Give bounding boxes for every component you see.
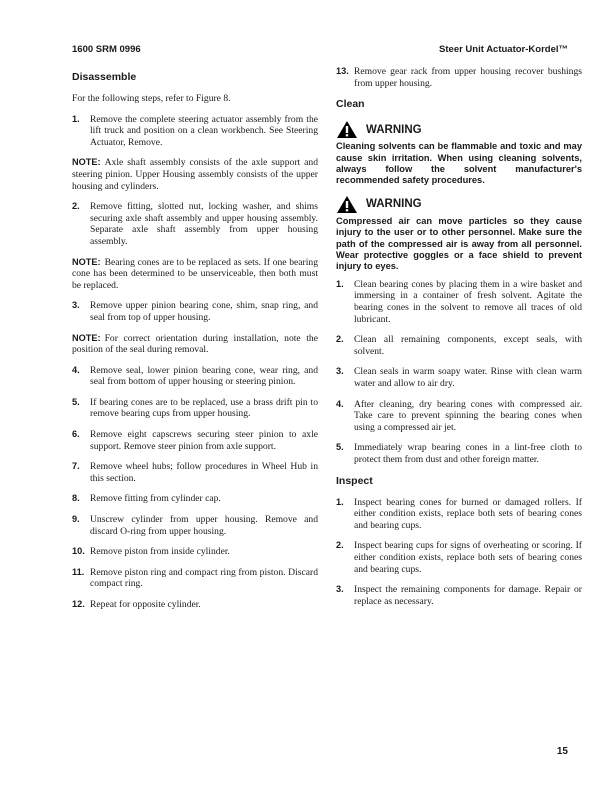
left-column	[72, 66, 318, 620]
step-number: 11.	[72, 566, 85, 577]
step-number: 2.	[72, 201, 80, 212]
step-number: 13.	[336, 66, 349, 76]
step-text: Remove wheel hubs; follow procedures in Wheel Hub in this section.	[90, 461, 318, 484]
step-number: 10.	[72, 546, 85, 557]
step-number: 6.	[72, 429, 80, 440]
disassemble-intro: For the following steps, refer to Figure 8.	[72, 93, 231, 104]
step-text: If bearing cones are to be replaced, use a brass drift pin to remove bearing cups from upper housing.	[90, 396, 318, 420]
note-label: NOTE:	[72, 332, 101, 343]
disassemble-step	[72, 429, 318, 452]
header-doc-number: 1600 SRM 0996	[72, 44, 141, 55]
step-text: Inspect the remaining components for damage. Repair or replace as necessary.	[354, 584, 582, 607]
step-number: 12.	[72, 599, 85, 609]
disassemble-step	[336, 66, 582, 89]
step-number: 1.	[336, 496, 344, 507]
note-text: Bearing cones are to be replaced as sets. If one bearing cone has been determined to be unserviceable, then both must be replaced.	[72, 256, 318, 291]
disassemble-step	[72, 546, 318, 558]
note-label: NOTE:	[72, 157, 101, 168]
disassemble-step	[72, 493, 318, 505]
warning-title: WARNING	[366, 198, 422, 211]
disassemble-step	[72, 365, 318, 388]
step-number: 3.	[72, 300, 80, 311]
step-text: Repeat for opposite cylinder.	[90, 599, 201, 610]
warning-text: Compressed air can move particles so they cause injury to the user or to other personnel. Make sure the path of the compressed air is away from all personnel. Wear protective goggles or a face shield to prevent injury to eyes.	[336, 215, 582, 272]
step-number: 1.	[72, 113, 80, 124]
step-text: Remove fitting from cylinder cap.	[90, 493, 221, 505]
step-text: Remove piston ring and compact ring from piston. Discard compact ring.	[90, 566, 318, 590]
step-number: 3.	[336, 366, 344, 377]
step-number: 4.	[336, 398, 344, 409]
step-number: 2.	[336, 540, 344, 551]
step-number: 2.	[336, 334, 344, 345]
header-section-title: Steer Unit Actuator-Kordel™	[439, 44, 568, 55]
step-text: Remove upper pinion bearing cone, shim, snap ring, and seal from top of upper housing.	[90, 300, 318, 323]
step-text: Immediately wrap bearing cones in a lint-free cloth to protect them from dust and other foreign matter.	[354, 442, 582, 465]
clean-step	[336, 442, 582, 465]
clean-heading: Clean	[336, 98, 365, 111]
step-number: 5.	[336, 442, 344, 453]
inspect-heading: Inspect	[336, 474, 373, 487]
clean-step	[336, 334, 582, 357]
step-text: Inspect bearing cups for signs of overheating or scoring. If either condition exists, replace both sets of bearing cones and bearing cups.	[354, 540, 582, 575]
step-text: Unscrew cylinder from upper housing. Remove and discard O-ring from upper housing.	[90, 514, 318, 537]
step-text: After cleaning, dry bearing cones with compressed air. Take care to prevent spinning the bearing cones when using a compressed air jet.	[354, 398, 582, 433]
disassemble-step	[72, 599, 318, 611]
step-text: Remove seal, lower pinion bearing cone, wear ring, and seal from bottom of upper housing or steering pinion.	[90, 364, 318, 388]
right-column	[336, 66, 582, 616]
step-text: Remove gear rack from upper housing recover bushings from upper housing.	[354, 66, 582, 89]
step-text: Remove piston from inside cylinder.	[90, 546, 230, 558]
step-number: 3.	[336, 584, 344, 595]
clean-step	[336, 279, 582, 325]
note	[72, 333, 318, 356]
disassemble-step	[72, 397, 318, 420]
inspect-step	[336, 584, 582, 607]
disassemble-step	[72, 567, 318, 590]
step-text: Remove the complete steering actuator assembly from the lift truck and position on a clean workbench. See Steering Actuator, Remove.	[90, 113, 318, 148]
inspect-step	[336, 540, 582, 575]
warning-triangle-icon	[336, 120, 358, 139]
clean-step	[336, 366, 582, 389]
disassemble-heading: Disassemble	[72, 71, 137, 83]
step-text: Remove eight capscrews securing steer pinion to axle support. Remove steer pinion from axle support.	[90, 429, 318, 452]
step-number: 8.	[72, 493, 80, 504]
note	[72, 257, 318, 292]
note-text: Axle shaft assembly consists of the axle support and steering pinion. Upper Housing assembly consists of the upper housing and cylinders.	[72, 157, 318, 192]
inspect-step	[336, 497, 582, 532]
note-text: For correct orientation during installation, note the position of the seal during removal.	[72, 332, 318, 356]
note-label: NOTE:	[72, 256, 101, 267]
disassemble-step	[72, 514, 318, 537]
step-text: Clean seals in warm soapy water. Rinse with clean warm water and allow to air dry.	[354, 366, 582, 389]
step-text: Inspect bearing cones for burned or damaged rollers. If either condition exists, replace both sets of bearing cones and bearing cups.	[354, 496, 582, 531]
clean-step	[336, 399, 582, 434]
warning-header	[336, 120, 582, 139]
step-number: 5.	[72, 396, 80, 407]
page-number: 15	[556, 746, 568, 757]
note	[72, 157, 318, 192]
disassemble-step	[72, 300, 318, 323]
warning-text: Cleaning solvents can be flammable and toxic and may cause skin irritation. When using cleaning solvents, always follow the solvent manufacturer's recommended safety procedures.	[336, 141, 582, 186]
step-text: Remove fitting, slotted nut, locking washer, and shims securing axle shaft assembly and upper housing assembly. Separate axle shaft assembly from upper housing assembly.	[90, 201, 318, 247]
warning-header	[336, 195, 582, 214]
step-number: 1.	[336, 278, 344, 289]
step-number: 7.	[72, 461, 80, 472]
disassemble-step	[72, 201, 318, 247]
warning-title: WARNING	[366, 123, 422, 136]
disassemble-step	[72, 114, 318, 149]
step-number: 9.	[72, 514, 80, 525]
disassemble-step	[72, 461, 318, 484]
step-number: 4.	[72, 364, 80, 375]
warning-triangle-icon	[336, 195, 358, 214]
step-text: Clean bearing cones by placing them in a wire basket and immersing in a container of fresh solvent. Agitate the bearing cones in the solvent to remove all traces of old lubricant.	[354, 278, 582, 325]
step-text: Clean all remaining components, except seals, with solvent.	[354, 334, 582, 357]
